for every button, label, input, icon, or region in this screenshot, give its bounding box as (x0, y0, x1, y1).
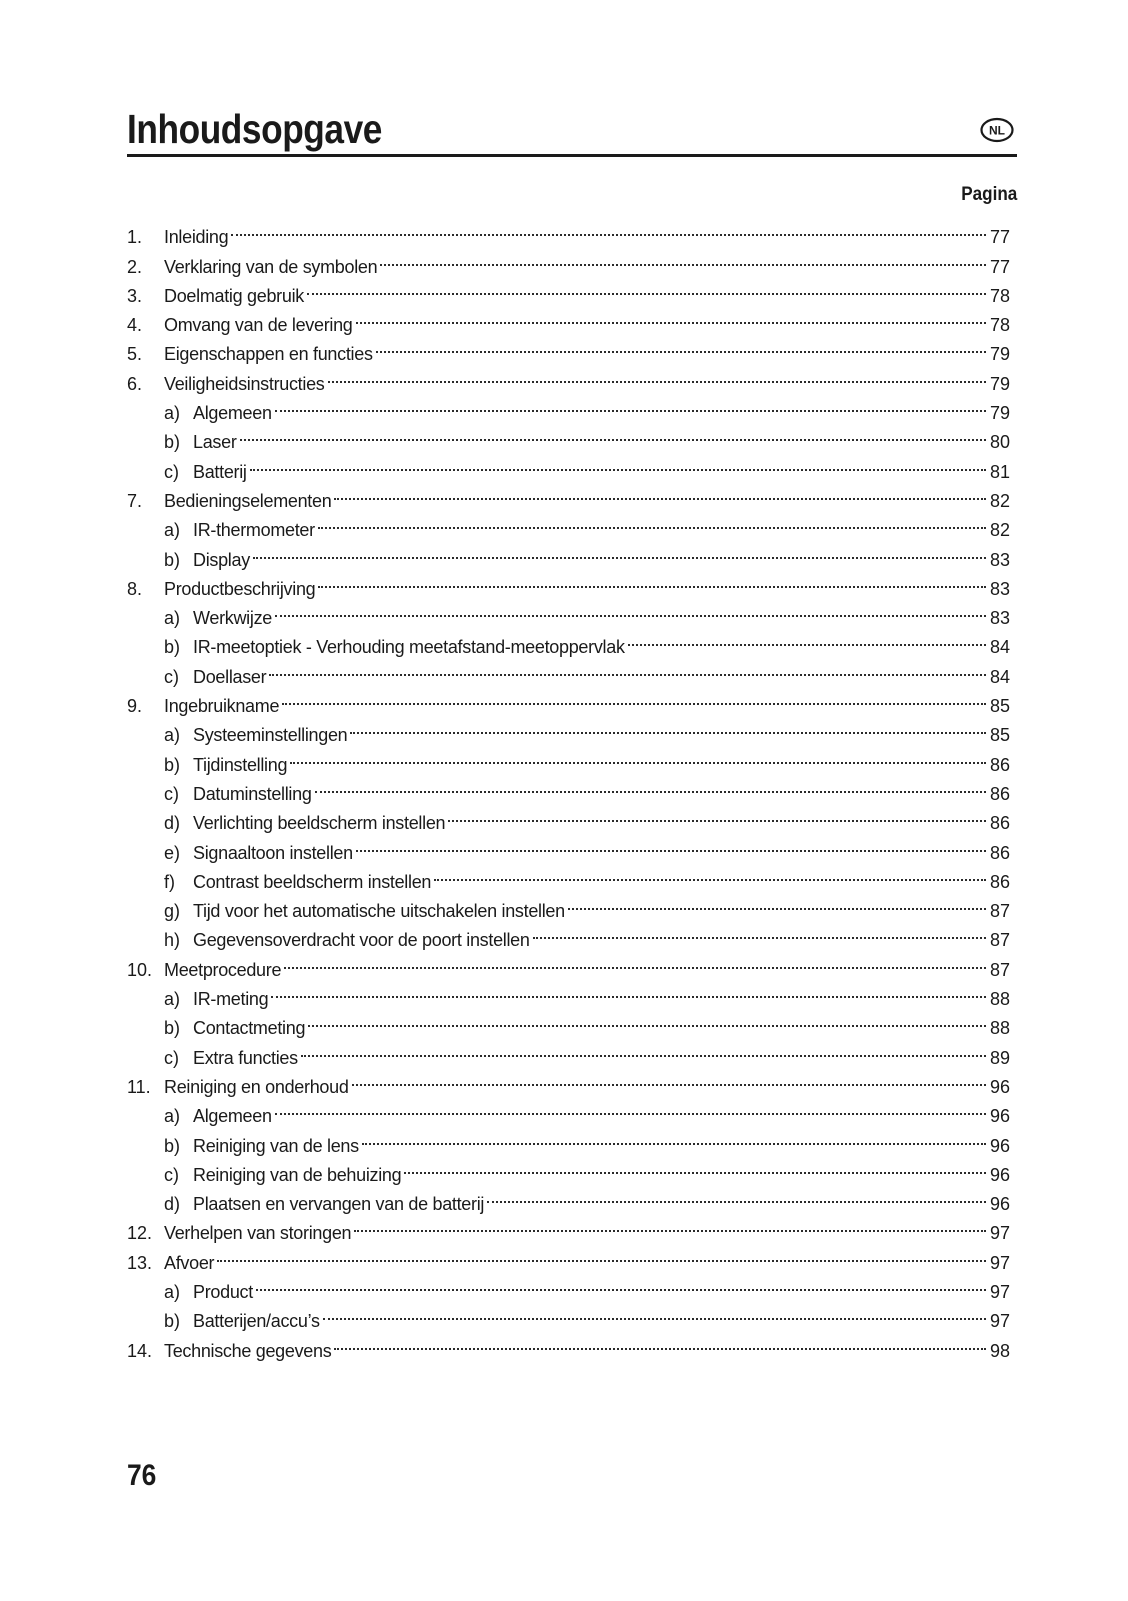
toc-entry-label: Datuminstelling (193, 783, 312, 804)
toc-dot-leader (568, 888, 986, 917)
toc-section-number: 7. (127, 490, 143, 511)
toc-section-number: 10. (127, 959, 153, 980)
toc-page-number: 80 (989, 432, 1010, 453)
language-badge-text: NL (989, 123, 1005, 138)
toc-entry-label: Contrast beeldscherm instellen (193, 871, 432, 892)
toc-dot-leader (318, 566, 986, 595)
toc-dot-leader (301, 1034, 986, 1063)
toc-page-number: 88 (989, 1018, 1010, 1039)
toc-page-number: 98 (989, 1340, 1010, 1361)
toc-subsection-marker: b) (164, 754, 181, 775)
title-underline (127, 154, 1017, 157)
toc-subsection-marker: b) (164, 549, 181, 570)
toc-page-number: 97 (989, 1252, 1010, 1273)
toc-subsection-marker: b) (164, 1135, 181, 1156)
toc-section-number: 5. (127, 344, 143, 365)
toc-page-number: 85 (989, 725, 1010, 746)
toc-entry-label: Inleiding (164, 227, 229, 248)
toc-entry-label: Meetprocedure (164, 959, 282, 980)
toc-entry-label: Doellaser (193, 666, 267, 687)
toc-section-number: 3. (127, 285, 143, 306)
toc-section-number: 13. (127, 1252, 153, 1273)
toc-entry-label: Eigenschappen en functies (164, 344, 373, 365)
toc-dot-leader (380, 243, 986, 272)
toc-entry-label: Contactmeting (193, 1018, 306, 1039)
page-column-header: Pagina (960, 184, 1017, 205)
toc-subsection-marker: g) (164, 901, 181, 922)
toc-page-number: 83 (989, 608, 1010, 629)
toc-dot-leader (356, 829, 986, 858)
toc-entry-label: Batterijen/accu’s (193, 1311, 320, 1332)
toc-subsection-marker: c) (164, 666, 179, 687)
toc-dot-leader (334, 478, 986, 507)
toc-page-number: 87 (989, 930, 1010, 951)
toc-subsection-marker: a) (164, 725, 181, 746)
toc-dot-leader (290, 741, 986, 770)
language-badge (980, 117, 1014, 143)
toc-entry-label: Bedieningselementen (164, 490, 332, 511)
toc-dot-leader (231, 214, 986, 243)
toc-dot-leader (334, 1327, 986, 1356)
toc-page-number: 86 (989, 842, 1010, 863)
toc-entry-label: Reiniging van de behuizing (193, 1164, 402, 1185)
toc-page-number: 79 (989, 344, 1010, 365)
toc-dot-leader (240, 419, 986, 448)
toc-page-number: 78 (989, 315, 1010, 336)
toc-subsection-marker: b) (164, 432, 181, 453)
toc-subsection-marker: h) (164, 930, 181, 951)
toc-page-number: 82 (989, 520, 1010, 541)
toc-dot-leader (275, 1093, 986, 1122)
toc-page-number: 84 (989, 637, 1010, 658)
toc-entry-label: IR-meting (193, 989, 269, 1010)
toc-page-number: 88 (989, 989, 1010, 1010)
toc-dot-leader (448, 800, 986, 829)
toc-entry-label: Ingebruikname (164, 696, 280, 717)
toc-entry-label: Verklaring van de symbolen (164, 256, 378, 277)
toc-subsection-marker: f) (164, 871, 175, 892)
toc-section-number: 8. (127, 578, 143, 599)
toc-dot-leader (275, 390, 986, 419)
toc-entry (127, 1239, 1010, 1273)
toc-page-number: 86 (989, 783, 1010, 804)
toc-entry-label: Reiniging van de lens (193, 1135, 359, 1156)
toc-entry-label: Afvoer (164, 1252, 215, 1273)
toc-dot-leader (628, 624, 986, 653)
toc-entry-label: Systeeminstellingen (193, 725, 348, 746)
toc-dot-leader (217, 1239, 986, 1268)
toc-entry-label: Werkwijze (193, 608, 272, 629)
toc-subsection-marker: d) (164, 813, 181, 834)
page-title: Inhoudsopgave (127, 106, 382, 152)
toc-page-number: 86 (989, 813, 1010, 834)
toc-entry-label: Reiniging en onderhoud (164, 1076, 349, 1097)
toc-page-number: 89 (989, 1047, 1010, 1068)
toc-page-number: 97 (989, 1311, 1010, 1332)
toc-dot-leader (362, 1122, 986, 1151)
toc-dot-leader (376, 331, 986, 360)
toc-page-number: 83 (989, 549, 1010, 570)
table-of-contents (127, 214, 1010, 1361)
toc-page-number: 83 (989, 578, 1010, 599)
toc-subsection-marker: b) (164, 1311, 181, 1332)
toc-entry-label: Batterij (193, 461, 247, 482)
toc-page-number: 82 (989, 490, 1010, 511)
toc-dot-leader (323, 1298, 986, 1327)
toc-page-number: 79 (989, 403, 1010, 424)
toc-page-number: 96 (989, 1194, 1010, 1215)
toc-entry-label: Verlichting beeldscherm instellen (193, 813, 446, 834)
toc-entry-label: Signaaltoon instellen (193, 842, 353, 863)
toc-dot-leader (315, 771, 986, 800)
toc-dot-leader (434, 859, 986, 888)
toc-page-number: 77 (989, 256, 1010, 277)
toc-subsection-marker: b) (164, 1018, 181, 1039)
toc-dot-leader (487, 1181, 986, 1210)
toc-section-number: 4. (127, 315, 143, 336)
toc-entry (127, 1269, 1010, 1302)
toc-entry-label: Gegevensoverdracht voor de poort instellen (193, 930, 530, 951)
toc-page-number: 86 (989, 871, 1010, 892)
toc-entry-label: Plaatsen en vervangen van de batterij (193, 1194, 485, 1215)
toc-dot-leader (354, 1210, 986, 1239)
toc-entry-label: Display (193, 549, 250, 570)
toc-entry (127, 214, 1010, 248)
toc-section-number: 2. (127, 256, 143, 277)
toc-entry (127, 478, 1010, 511)
toc-dot-leader (352, 1064, 986, 1093)
toc-dot-leader (256, 1269, 986, 1298)
toc-dot-leader (284, 946, 986, 975)
toc-page-number: 97 (989, 1223, 1010, 1244)
toc-entry-label: Tijd voor het automatische uitschakelen instellen (193, 901, 565, 922)
toc-page-number: 77 (989, 227, 1010, 248)
toc-entry (127, 536, 1010, 570)
toc-section-number: 12. (127, 1223, 153, 1244)
toc-page-number: 96 (989, 1135, 1010, 1156)
toc-subsection-marker: a) (164, 1281, 181, 1302)
toc-page-number: 81 (989, 461, 1010, 482)
toc-page-number: 87 (989, 959, 1010, 980)
toc-dot-leader (308, 1005, 986, 1034)
toc-page-number: 78 (989, 285, 1010, 306)
toc-entry-label: Productbeschrijving (164, 578, 316, 599)
toc-subsection-marker: a) (164, 1106, 181, 1127)
toc-entry-label: IR-meetoptiek - Verhouding meetafstand-meetoppervlak (193, 637, 625, 658)
toc-dot-leader (275, 595, 986, 624)
toc-subsection-marker: a) (164, 520, 181, 541)
toc-entry-label: Verhelpen van storingen (164, 1223, 352, 1244)
toc-subsection-marker: c) (164, 1164, 179, 1185)
toc-subsection-marker: d) (164, 1194, 181, 1215)
toc-entry-label: Laser (193, 432, 237, 453)
toc-page-number: 96 (989, 1106, 1010, 1127)
toc-section-number: 11. (127, 1076, 151, 1097)
toc-subsection-marker: c) (164, 461, 179, 482)
toc-page-number: 85 (989, 696, 1010, 717)
toc-page-number: 97 (989, 1281, 1010, 1302)
toc-subsection-marker: e) (164, 842, 181, 863)
toc-dot-leader (250, 448, 986, 477)
toc-subsection-marker: c) (164, 783, 179, 804)
toc-entry-label: Tijdinstelling (193, 754, 288, 775)
toc-entry-label: Product (193, 1281, 253, 1302)
toc-entry (127, 566, 1010, 599)
toc-page-number: 96 (989, 1164, 1010, 1185)
toc-dot-leader (318, 507, 986, 536)
toc-dot-leader (253, 536, 986, 565)
toc-dot-leader (533, 917, 986, 946)
toc-subsection-marker: b) (164, 637, 181, 658)
toc-entry-label: Omvang van de levering (164, 315, 353, 336)
toc-entry-label: Algemeen (193, 403, 272, 424)
toc-page-number: 96 (989, 1076, 1010, 1097)
toc-dot-leader (356, 302, 986, 331)
toc-page-number: 79 (989, 373, 1010, 394)
toc-dot-leader (328, 360, 987, 389)
toc-subsection-marker: a) (164, 403, 181, 424)
toc-entry (127, 1298, 1010, 1332)
toc-entry-label: Veiligheidsinstructies (164, 373, 325, 394)
toc-section-number: 9. (127, 696, 143, 717)
toc-dot-leader (269, 653, 986, 682)
toc-dot-leader (404, 1152, 986, 1181)
toc-page-number: 87 (989, 901, 1010, 922)
toc-dot-leader (350, 712, 986, 741)
toc-entry (127, 243, 1010, 277)
toc-dot-leader (271, 976, 986, 1005)
toc-subsection-marker: c) (164, 1047, 179, 1068)
toc-dot-leader (307, 273, 986, 302)
toc-entry-label: Extra functies (193, 1047, 298, 1068)
toc-entry (127, 448, 1010, 482)
toc-section-number: 1. (127, 227, 143, 248)
toc-subsection-marker: a) (164, 608, 181, 629)
toc-entry-label: IR-thermometer (193, 520, 315, 541)
toc-entry-label: Doelmatig gebruik (164, 285, 304, 306)
toc-section-number: 6. (127, 373, 143, 394)
toc-entry-label: Algemeen (193, 1106, 272, 1127)
toc-page-number: 84 (989, 666, 1010, 687)
toc-section-number: 14. (127, 1340, 153, 1361)
page-number: 76 (127, 1459, 157, 1492)
toc-entry (127, 419, 1010, 453)
toc-subsection-marker: a) (164, 989, 181, 1010)
toc-page-number: 86 (989, 754, 1010, 775)
toc-entry-label: Technische gegevens (164, 1340, 332, 1361)
toc-dot-leader (282, 683, 986, 712)
